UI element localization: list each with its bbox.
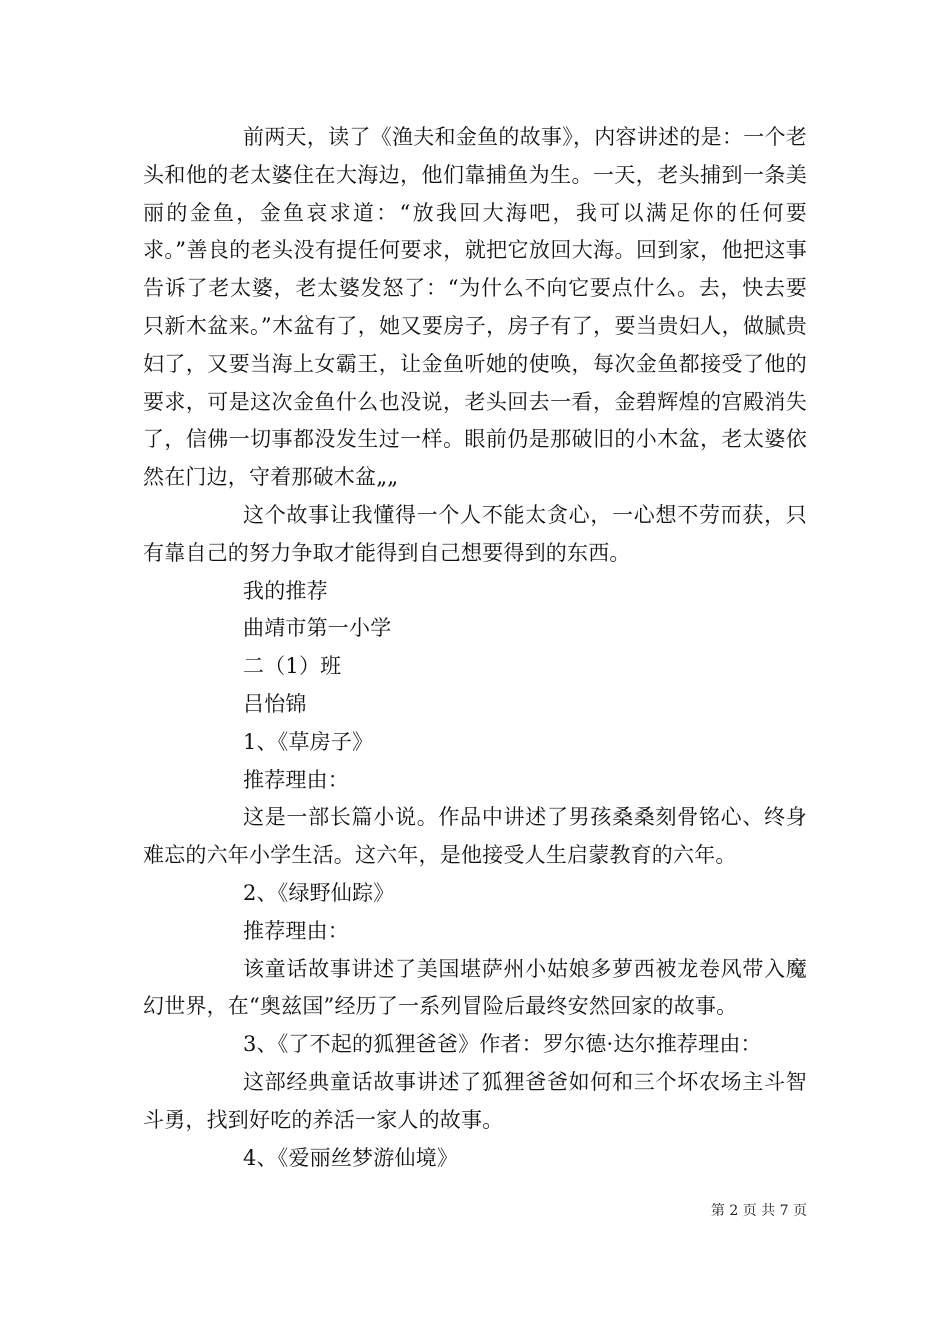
book-2-title: 2、《绿野仙踪》 [243,880,395,905]
book-4-title: 4、《爱丽丝梦游仙境》 [243,1145,459,1170]
document-body [143,119,807,1177]
book-1-reason: 这是一部长篇小说。作品中讲述了男孩桑桑刻骨铭心、终身难忘的六年小学生活。这六年，是他接受人生启蒙教育的六年。 [143,805,807,868]
school-name: 曲靖市第一小学 [243,616,392,641]
page-number-footer: 第 2 页 共 7 页 [710,1203,807,1219]
author-name: 吕怡锦 [243,691,307,716]
book-2-reason: 该童话故事讲述了美国堪萨州小姑娘多萝西被龙卷风带入魔幻世界，在“奥兹国”经历了一系列冒险后最终安然回家的故事。 [143,956,807,1019]
section-heading: 我的推荐 [243,578,328,603]
story-summary-paragraph: 前两天，读了《渔夫和金鱼的故事》，内容讲述的是：一个老头和他的老太婆住在大海边，他们靠捕鱼为生。一天，老头捕到一条美丽的金鱼，金鱼哀求道：“放我回大海吧，我可以满足你的任何要求。”善良的老头没有提任何要求，就把它放回大海。回到家，他把这事告诉了老太婆，老太婆发怒了：“为什么不向它要点什么。去，快去要只新木盆来。”木盆有了，她又要房子，房子有了，要当贵妇人，做腻贵妇了，又要当海上女霸王，让金鱼听她的使唤，每次金鱼都接受了他的要求，可是这次金鱼什么也没说，老头回去一看，金碧辉煌的宫殿消失了，信佛一切事都没发生过一样。眼前仍是那破旧的小木盆，老太婆依然在门边，守着那破木盆„„ [143,125,807,490]
book-3-reason: 这部经典童话故事讲述了狐狸爸爸如何和三个坏农场主斗智斗勇，找到好吃的养活一家人的故事。 [143,1069,807,1132]
book-1-reason-label: 推荐理由： [243,767,349,792]
class-name: 二（1）班 [243,654,342,679]
book-3-title: 3、《了不起的狐狸爸爸》作者：罗尔德·达尔推荐理由： [243,1032,762,1057]
lesson-paragraph: 这个故事让我懂得一个人不能太贪心，一心想不劳而获，只有靠自己的努力争取才能得到自己想要得到的东西。 [143,502,807,565]
book-2-reason-label: 推荐理由： [243,918,349,943]
book-1-title: 1、《草房子》 [243,729,374,754]
